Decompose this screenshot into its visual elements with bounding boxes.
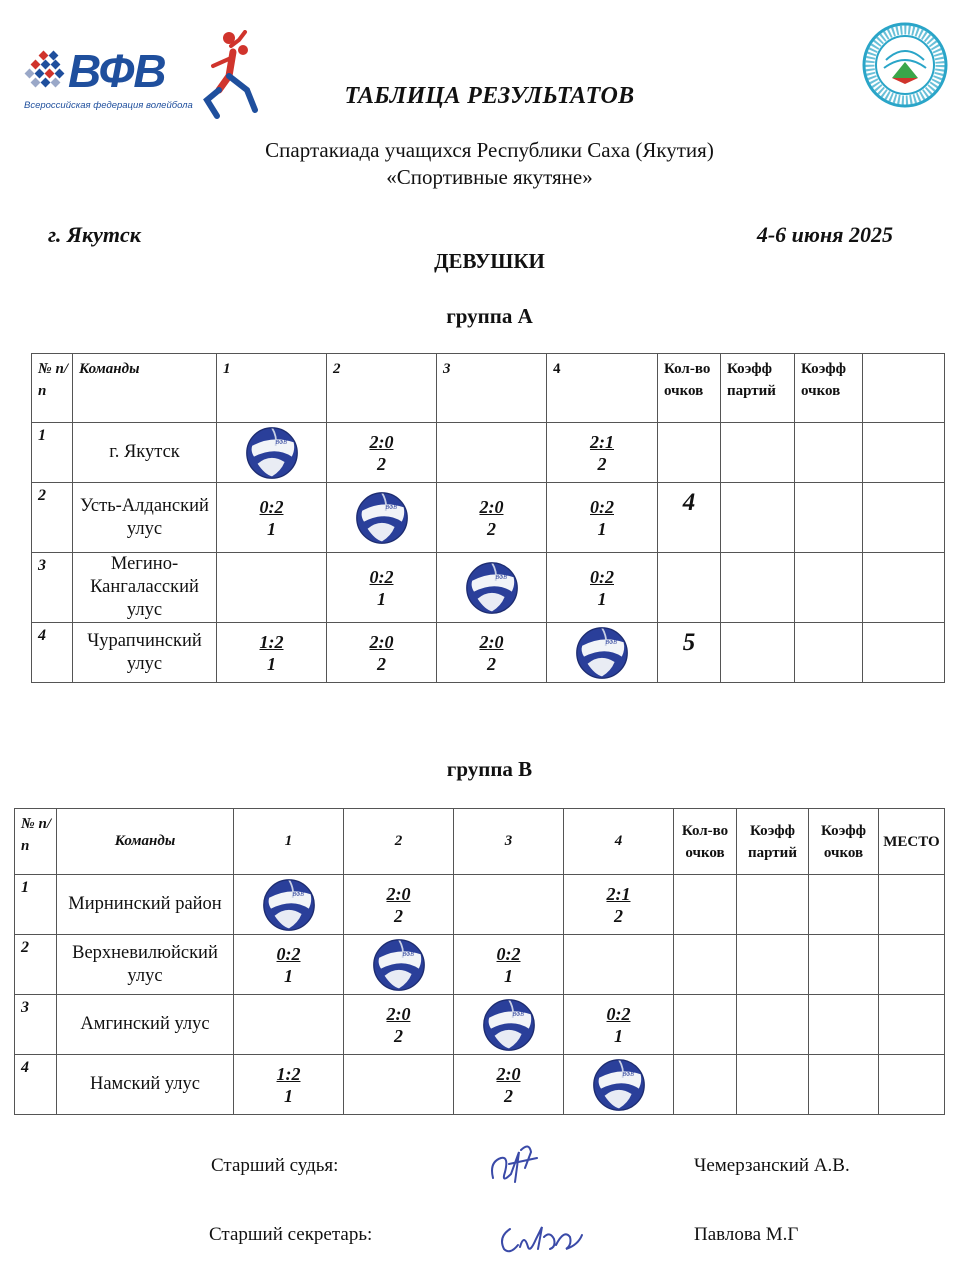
- match-points: 2: [487, 653, 496, 674]
- self-cell: [217, 423, 327, 483]
- header-num: № п/п: [15, 809, 57, 875]
- svg-text:ВФВ: ВФВ: [512, 1011, 524, 1018]
- empty-cell: [721, 483, 795, 553]
- set-score: 1:2: [259, 631, 284, 652]
- empty-cell: [879, 875, 945, 935]
- row-num: 3: [15, 995, 57, 1055]
- match-result: [234, 935, 344, 995]
- row-num: 4: [15, 1055, 57, 1115]
- self-cell: [454, 995, 564, 1055]
- total-points: [674, 935, 737, 995]
- group-b-table: [14, 808, 945, 1115]
- header-coef-points: Коэфф очков: [795, 354, 863, 423]
- header-num: № п/п: [32, 354, 73, 423]
- secretary-label: Старший секретарь:: [209, 1224, 373, 1245]
- table-row: [15, 1055, 945, 1115]
- match-result: [234, 995, 344, 1055]
- volleyball-icon: [465, 561, 519, 615]
- empty-cell: [809, 1055, 879, 1115]
- match-result: [437, 423, 547, 483]
- total-points: [674, 875, 737, 935]
- match-result: [454, 935, 564, 995]
- match-result: [217, 553, 327, 623]
- match-points: 2: [377, 653, 386, 674]
- match-result: [564, 875, 674, 935]
- match-result: [564, 935, 674, 995]
- match-result: [344, 1055, 454, 1115]
- group-a-table: [31, 353, 945, 683]
- match-result: [454, 1055, 564, 1115]
- svg-text:ВФВ: ВФВ: [292, 891, 304, 898]
- empty-cell: [809, 935, 879, 995]
- match-result: [327, 423, 437, 483]
- city: г. Якутск: [48, 222, 141, 247]
- match-points: 1: [284, 1085, 293, 1106]
- match-points: 1: [377, 588, 386, 609]
- match-points: 1: [267, 518, 276, 539]
- match-result: [437, 623, 547, 683]
- match-result: [454, 875, 564, 935]
- header-teams: Команды: [73, 354, 217, 423]
- total-points: 5: [658, 623, 721, 683]
- match-result: [217, 623, 327, 683]
- volleyball-player-icon: [189, 30, 264, 125]
- header-empty: [863, 354, 945, 423]
- group-b-title: группа В: [446, 757, 533, 781]
- total-points: [674, 995, 737, 1055]
- volleyball-icon: [245, 426, 299, 480]
- empty-cell: [795, 423, 863, 483]
- match-points: 2: [597, 453, 607, 474]
- header-col-4: 4: [564, 809, 674, 875]
- svg-text:ВФВ: ВФВ: [385, 504, 397, 511]
- table-row: [15, 875, 945, 935]
- match-points: 1: [504, 965, 513, 986]
- total-points: [674, 1055, 737, 1115]
- table-row: [32, 423, 945, 483]
- empty-cell: [737, 995, 809, 1055]
- self-cell: [437, 553, 547, 623]
- match-points: 2: [394, 1025, 403, 1046]
- header-teams: Команды: [57, 809, 234, 875]
- set-score: 0:2: [606, 1003, 631, 1024]
- header-col-1: 1: [217, 354, 327, 423]
- header-col-3: 3: [437, 354, 547, 423]
- match-result: [327, 623, 437, 683]
- empty-cell: [721, 553, 795, 623]
- header-points: Кол-во очков: [674, 809, 737, 875]
- svg-text:ВФВ: ВФВ: [275, 439, 287, 446]
- table-row: [15, 995, 945, 1055]
- match-result: [344, 995, 454, 1055]
- set-score: 0:2: [590, 566, 614, 587]
- empty-cell: [863, 623, 945, 683]
- team-name: Верхневилюйский улус: [57, 935, 234, 995]
- secretary-signature: [496, 1215, 586, 1261]
- header-col-3: 3: [454, 809, 564, 875]
- row-num: 4: [32, 623, 73, 683]
- volleyball-icon: [355, 491, 409, 545]
- page-title: ТАБЛИЦА РЕЗУЛЬТАТОВ: [344, 83, 635, 109]
- header-col-1: 1: [234, 809, 344, 875]
- svg-text:ВФВ: ВФВ: [605, 639, 617, 646]
- table-row: [32, 483, 945, 553]
- table-header-row: [15, 809, 945, 875]
- match-points: 2: [614, 905, 623, 926]
- row-num: 1: [32, 423, 73, 483]
- volleyball-icon: [262, 878, 316, 932]
- dates: 4-6 июня 2025: [756, 222, 893, 247]
- match-points: 1: [597, 588, 607, 609]
- header-coef-sets: Коэфф партий: [737, 809, 809, 875]
- team-name: Намский улус: [57, 1055, 234, 1115]
- empty-cell: [721, 623, 795, 683]
- set-score: 2:0: [369, 631, 394, 652]
- set-score: 0:2: [590, 496, 614, 517]
- match-points: 2: [394, 905, 403, 926]
- table-row: [15, 935, 945, 995]
- set-score: 2:0: [386, 1003, 411, 1024]
- event-subtitle: «Спортивные якутяне»: [386, 165, 593, 189]
- table-header-row: [32, 354, 945, 423]
- header-place: МЕСТО: [879, 809, 945, 875]
- match-points: 1: [267, 653, 276, 674]
- header-col-2: 2: [344, 809, 454, 875]
- header-col-2: 2: [327, 354, 437, 423]
- self-cell: [547, 623, 658, 683]
- secretary-name: Павлова М.Г: [694, 1224, 799, 1245]
- header-coef-sets: Коэфф партий: [721, 354, 795, 423]
- team-name: г. Якутск: [73, 423, 217, 483]
- match-result: [217, 483, 327, 553]
- svg-text:ВФВ: ВФВ: [495, 574, 507, 581]
- judge-signature: [485, 1138, 545, 1194]
- match-points: 1: [284, 965, 293, 986]
- total-points: [658, 553, 721, 623]
- table-row: [32, 623, 945, 683]
- set-score: 2:1: [606, 883, 631, 904]
- match-points: 2: [377, 453, 386, 474]
- match-result: [564, 995, 674, 1055]
- volleyball-icon: [482, 998, 536, 1052]
- empty-cell: [795, 553, 863, 623]
- gender-heading: ДЕВУШКИ: [434, 249, 545, 273]
- total-points: [658, 423, 721, 483]
- vfv-logo: [24, 30, 264, 130]
- match-points: 2: [504, 1085, 513, 1106]
- event-name: Спартакиада учащихся Республики Саха (Якутия): [265, 138, 714, 162]
- empty-cell: [863, 483, 945, 553]
- empty-cell: [795, 623, 863, 683]
- match-result: [344, 875, 454, 935]
- vfv-subtitle: Всероссийская федерация волейбола: [24, 100, 193, 111]
- empty-cell: [863, 553, 945, 623]
- team-name: Чурапчинский улус: [73, 623, 217, 683]
- team-name: Амгинский улус: [57, 995, 234, 1055]
- empty-cell: [809, 995, 879, 1055]
- empty-cell: [863, 423, 945, 483]
- volleyball-icon: [592, 1058, 646, 1112]
- group-a-title: группа А: [446, 304, 533, 328]
- team-name: Усть-Алданский улус: [73, 483, 217, 553]
- match-result: [234, 1055, 344, 1115]
- match-result: [437, 483, 547, 553]
- header-col-4: 4: [547, 354, 658, 423]
- svg-text:ВФВ: ВФВ: [402, 951, 414, 958]
- empty-cell: [737, 875, 809, 935]
- set-score: 1:2: [276, 1063, 301, 1084]
- set-score: 0:2: [259, 496, 284, 517]
- match-result: [547, 423, 658, 483]
- self-cell: [327, 483, 437, 553]
- set-score: 0:2: [276, 943, 301, 964]
- set-score: 2:0: [369, 431, 394, 452]
- empty-cell: [795, 483, 863, 553]
- set-score: 2:0: [479, 631, 504, 652]
- table-row: [32, 553, 945, 623]
- team-name: Мегино-Кангаласский улус: [73, 553, 217, 623]
- match-points: 1: [597, 518, 607, 539]
- svg-text:ВФВ: ВФВ: [622, 1071, 634, 1078]
- volleyball-icon: [372, 938, 426, 992]
- self-cell: [564, 1055, 674, 1115]
- match-points: 1: [614, 1025, 623, 1046]
- set-score: 0:2: [369, 566, 394, 587]
- match-points: 2: [487, 518, 496, 539]
- header-coef-points: Коэфф очков: [809, 809, 879, 875]
- match-result: [327, 553, 437, 623]
- set-score: 2:0: [496, 1063, 521, 1084]
- row-num: 3: [32, 553, 73, 623]
- vfv-wordmark: ВФВ: [68, 45, 166, 97]
- match-result: [547, 483, 658, 553]
- set-score: 2:0: [479, 496, 504, 517]
- team-name: Мирнинский район: [57, 875, 234, 935]
- set-score: 0:2: [496, 943, 521, 964]
- self-cell: [234, 875, 344, 935]
- empty-cell: [879, 935, 945, 995]
- judge-name: Чемерзанский А.В.: [694, 1155, 850, 1176]
- empty-cell: [809, 875, 879, 935]
- set-score: 2:0: [386, 883, 411, 904]
- set-score: 2:1: [590, 431, 614, 452]
- row-num: 2: [15, 935, 57, 995]
- judge-label: Старший судья:: [211, 1155, 339, 1176]
- empty-cell: [879, 995, 945, 1055]
- empty-cell: [737, 1055, 809, 1115]
- self-cell: [344, 935, 454, 995]
- empty-cell: [737, 935, 809, 995]
- volleyball-icon: [575, 626, 629, 680]
- empty-cell: [879, 1055, 945, 1115]
- empty-cell: [721, 423, 795, 483]
- match-result: [547, 553, 658, 623]
- row-num: 1: [15, 875, 57, 935]
- header-points: Кол-во очков: [658, 354, 721, 423]
- row-num: 2: [32, 483, 73, 553]
- total-points: 4: [658, 483, 721, 553]
